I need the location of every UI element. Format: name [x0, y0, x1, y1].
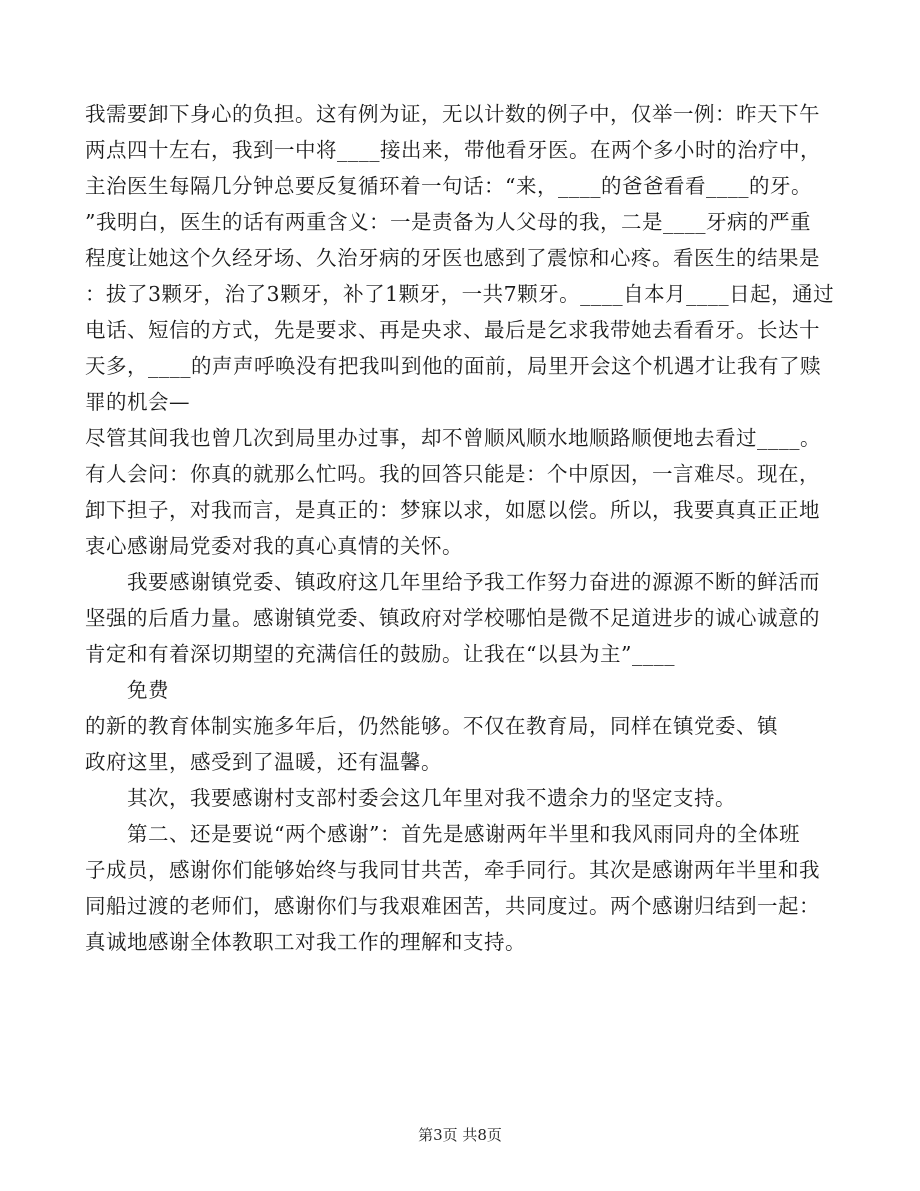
text-line: 肯定和有着深切期望的充满信任的鼓励。让我在“以县为主”____ — [85, 642, 675, 666]
text-line: 卸下担子，对我而言，是真正的：梦寐以求，如愿以偿。所以，我要真真正正地 — [85, 498, 820, 522]
text-line: 尽管其间我也曾几次到局里办过事，却不曾顺风顺水地顺路顺便地去看过____。 — [85, 426, 821, 450]
text-line: 其次，我要感谢村支部村委会这几年里对我不遗余力的坚定支持。 — [85, 786, 736, 810]
text-line: 主治医生每隔几分钟总要反复循环着一句话：“来，____的爸爸看看____的牙。 — [85, 174, 812, 198]
page-number: 第3页 共8页 — [418, 1126, 502, 1144]
text-line: ：拔了3颗牙，治了3颗牙，补了1颗牙，一共7颗牙。____自本月____日起，通过 — [85, 282, 835, 306]
text-line: 我要感谢镇党委、镇政府这几年里给予我工作努力奋进的源源不断的鲜活而 — [85, 570, 820, 594]
text-line: 政府这里，感受到了温暖，还有温馨。 — [85, 750, 442, 774]
text-line: 子成员，感谢你们能够始终与我同甘共苦，牵手同行。其次是感谢两年半里和我 — [85, 858, 820, 882]
text-line: 有人会问：你真的就那么忙吗。我的回答只能是：个中原因，一言难尽。现在， — [85, 462, 820, 486]
text-line: ”我明白，医生的话有两重含义：一是责备为人父母的我，二是____牙病的严重 — [85, 210, 811, 234]
text-line: 的新的教育体制实施多年后，仍然能够。不仅在教育局，同样在镇党委、镇 — [85, 714, 778, 738]
text-line: 真诚地感谢全体教职工对我工作的理解和支持。 — [85, 930, 526, 954]
text-line: 两点四十左右，我到一中将____接出来，带他看牙医。在两个多小时的治疗中， — [85, 138, 821, 162]
text-line: 我需要卸下身心的负担。这有例为证，无以计数的例子中，仅举一例：昨天下午 — [85, 102, 820, 126]
text-line: 衷心感谢局党委对我的真心真情的关怀。 — [85, 534, 463, 558]
text-line: 坚强的后盾力量。感谢镇党委、镇政府对学校哪怕是微不足道进步的诚心诚意的 — [85, 606, 820, 630]
text-line: 第二、还是要说“两个感谢”：首先是感谢两年半里和我风雨同舟的全体班 — [85, 822, 800, 846]
text-line: 天多，____的声声呼唤没有把我叫到他的面前，局里开会这个机遇才让我有了赎 — [85, 354, 821, 378]
text-line: 免费 — [85, 678, 169, 702]
text-line: 程度让她这个久经牙场、久治牙病的牙医也感到了震惊和心疼。看医生的结果是 — [85, 246, 820, 270]
body-text — [85, 96, 835, 960]
text-line: 同船过渡的老师们，感谢你们与我艰难困苦，共同度过。两个感谢归结到一起： — [85, 894, 820, 918]
text-line: 罪的机会— — [85, 390, 190, 414]
text-line: 电话、短信的方式，先是要求、再是央求、最后是乞求我带她去看看牙。长达十 — [85, 318, 820, 342]
